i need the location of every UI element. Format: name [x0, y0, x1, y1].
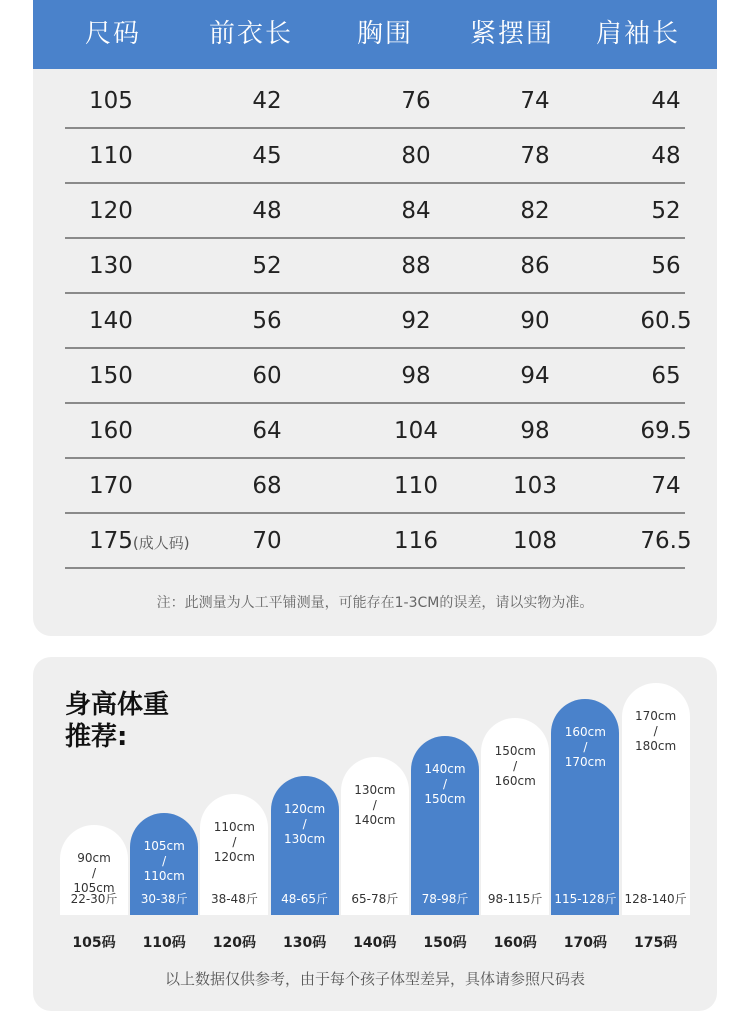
height-from: 120cm — [283, 802, 326, 816]
size-value: 160 — [89, 418, 133, 444]
height-separator: / — [513, 759, 518, 773]
height-from: 90cm — [77, 851, 111, 865]
recommendation-size-label: 160码 — [493, 935, 537, 951]
height-to: 130cm — [283, 832, 326, 846]
recommendation-size-label: 175码 — [633, 935, 678, 951]
height-from: 130cm — [354, 783, 396, 797]
measurement-cell: 84 — [401, 198, 431, 224]
height-to: 170cm — [564, 755, 606, 769]
height-separator: / — [653, 724, 658, 738]
size-value: 175 — [89, 528, 133, 554]
size-row — [65, 514, 692, 569]
measurement-cell: 78 — [520, 143, 550, 169]
height-range — [271, 802, 339, 847]
height-to: 140cm — [354, 813, 396, 827]
recommendation-bar — [551, 699, 619, 915]
height-separator: / — [232, 835, 237, 849]
header-sleeve-length: 肩袖长 — [595, 19, 680, 49]
measurement-cell: 103 — [513, 473, 557, 499]
measurement-cell: 82 — [520, 198, 550, 224]
height-range — [60, 851, 128, 896]
measurement-cell: 42 — [252, 88, 282, 114]
measurement-cell: 98 — [520, 418, 550, 444]
recommendation-title-line1: 身高体重 — [65, 690, 170, 720]
height-to: 120cm — [213, 850, 255, 864]
measurement-cell: 60.5 — [640, 308, 692, 334]
size-value: 105 — [89, 88, 133, 114]
measurement-cell: 44 — [651, 88, 681, 114]
height-weight-card — [33, 657, 717, 1011]
recommendation-size-label: 130码 — [282, 935, 327, 951]
size-row — [65, 294, 692, 349]
measurement-cell: 90 — [520, 308, 550, 334]
header-size: 尺码 — [84, 19, 141, 49]
measurement-cell: 52 — [252, 253, 282, 279]
recommendation-title-line2: 推荐: — [65, 722, 128, 752]
size-value: 110 — [89, 143, 133, 169]
recommendation-bar — [411, 736, 479, 915]
measurement-cell: 94 — [520, 363, 550, 389]
recommendation-size-label: 120码 — [212, 935, 256, 951]
size-cell — [89, 129, 239, 184]
height-range — [411, 762, 479, 807]
height-to: 150cm — [424, 792, 466, 806]
height-to: 160cm — [494, 774, 536, 788]
height-range — [200, 820, 268, 865]
weight-range: 48-65斤 — [281, 892, 329, 906]
size-row — [65, 239, 685, 294]
measurement-cell: 74 — [520, 88, 550, 114]
size-row — [65, 459, 685, 514]
size-cell — [89, 459, 239, 514]
size-cell — [89, 404, 239, 459]
height-separator: / — [91, 866, 97, 880]
measurement-cell: 74 — [651, 473, 681, 499]
measurement-cell: 110 — [394, 473, 438, 499]
recommendation-size-label: 140码 — [353, 935, 397, 951]
recommendation-bar — [130, 813, 198, 915]
weight-range: 115-128斤 — [554, 892, 617, 906]
height-from: 170cm — [634, 709, 677, 723]
measurement-cell: 92 — [401, 308, 431, 334]
measurement-cell: 98 — [401, 363, 431, 389]
measurement-cell: 45 — [252, 143, 282, 169]
height-to: 180cm — [634, 739, 677, 753]
size-cell — [89, 349, 239, 404]
measurement-cell: 60 — [252, 363, 282, 389]
measurement-cell: 70 — [252, 528, 282, 554]
height-from: 110cm — [213, 820, 255, 834]
measurement-cell: 108 — [513, 528, 557, 554]
size-row — [65, 404, 692, 459]
measurement-cell: 64 — [252, 418, 282, 444]
size-note: (成人码) — [132, 534, 190, 552]
height-separator: / — [302, 817, 307, 831]
height-range — [551, 725, 619, 770]
size-cell — [89, 294, 239, 349]
measurement-cell: 88 — [401, 253, 431, 279]
measurement-cell: 76 — [401, 88, 431, 114]
height-range — [481, 744, 549, 789]
weight-range: 98-115斤 — [487, 892, 543, 906]
height-from: 160cm — [564, 725, 606, 739]
height-separator: / — [442, 777, 448, 791]
recommendation-bar — [60, 825, 128, 915]
measurement-cell: 116 — [394, 528, 438, 554]
weight-range: 38-48斤 — [210, 892, 258, 906]
measurement-cell: 48 — [651, 143, 681, 169]
height-from: 105cm — [143, 839, 185, 853]
measurement-cell: 80 — [401, 143, 431, 169]
recommendation-bar — [341, 757, 409, 915]
measurement-cell: 48 — [252, 198, 282, 224]
size-value: 120 — [89, 198, 133, 224]
size-cell — [89, 239, 239, 294]
height-range — [622, 709, 690, 754]
size-row — [65, 129, 685, 184]
size-chart-header — [33, 0, 717, 69]
header-front-length: 前衣长 — [208, 19, 293, 49]
height-separator: / — [372, 798, 377, 812]
height-to: 105cm — [73, 881, 115, 895]
weight-range: 22-30斤 — [70, 892, 118, 906]
header-chest: 胸围 — [356, 19, 413, 49]
height-separator: / — [162, 854, 167, 868]
recommendation-bar — [271, 776, 339, 915]
measurement-cell: 69.5 — [640, 418, 692, 444]
weight-range: 30-38斤 — [140, 892, 188, 906]
measurement-cell: 86 — [520, 253, 550, 279]
height-from: 140cm — [424, 762, 466, 776]
size-cell — [89, 184, 239, 239]
size-row — [65, 184, 685, 239]
height-range — [341, 783, 409, 828]
weight-range: 128-140斤 — [624, 892, 687, 906]
size-value: 130 — [89, 253, 133, 279]
size-value: 150 — [89, 363, 133, 389]
size-value: 170 — [89, 473, 133, 499]
recommendation-size-label: 105码 — [72, 935, 116, 951]
recommendation-bar — [481, 718, 549, 915]
height-to: 110cm — [143, 869, 185, 883]
measurement-cell: 68 — [252, 473, 282, 499]
measurement-cell: 52 — [651, 198, 681, 224]
weight-range: 65-78斤 — [351, 892, 399, 906]
measurement-cell: 76.5 — [640, 528, 692, 554]
recommendation-size-label: 170码 — [563, 935, 607, 951]
measurement-cell: 104 — [394, 418, 438, 444]
recommendation-title — [65, 689, 169, 753]
size-value: 140 — [89, 308, 133, 334]
recommendation-bar — [200, 794, 268, 915]
recommendation-bar — [622, 683, 690, 915]
size-chart-footnote: 注：此测量为人工平铺测量，可能存在1-3CM的误差，请以实物为准。 — [156, 595, 594, 611]
header-hem: 紧摆围 — [469, 19, 554, 49]
recommendation-size-label: 150码 — [423, 935, 467, 951]
measurement-cell: 56 — [252, 308, 282, 334]
measurement-cell: 56 — [651, 253, 681, 279]
size-row — [65, 74, 685, 129]
size-cell — [89, 514, 239, 569]
size-cell — [89, 74, 239, 129]
height-range — [130, 839, 198, 884]
recommendation-footnote: 以上数据仅供参考，由于每个孩子体型差异，具体请参照尺码表 — [164, 970, 585, 988]
measurement-cell: 65 — [651, 363, 681, 389]
height-from: 150cm — [494, 744, 536, 758]
weight-range: 78-98斤 — [421, 892, 469, 906]
size-chart-rows — [65, 74, 692, 569]
size-chart-card — [33, 0, 717, 636]
size-row — [65, 349, 685, 404]
height-separator: / — [583, 740, 588, 754]
recommendation-size-label: 110码 — [142, 935, 186, 951]
